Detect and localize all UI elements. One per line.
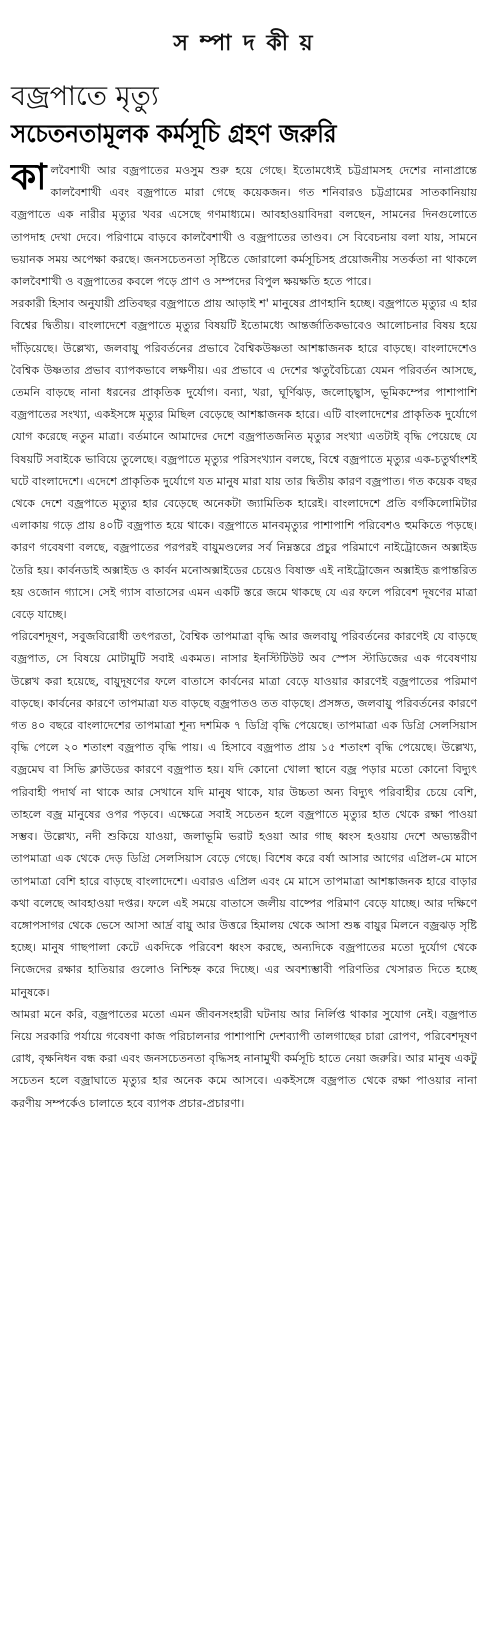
article-body [11, 157, 477, 1115]
paragraph-2: সরকারী হিসাব অনুযায়ী প্রতিবছর বজ্রপাতে প্রায় আড়াই শ' মানুষের প্রাণহানি হচ্ছে। বজ্রপাতে মৃত্যুর এ হার বিশ্বের দ্বিতীয়। বাংলাদেশে বজ্রপাতে মৃত্যুর বিষয়টি ইতোমধ্যে আন্তর্জাতিকভাবেও আলোচনার বিষয় হয়ে দাঁড়িয়েছে। উল্লেখ্য, জলবায়ু পরিবর্তনের প্রভাবে বৈশ্বিকউষ্ণতা আশঙ্কাজনক হারে বাড়ছে। বাংলাদেশেও বৈশ্বিক উষ্ণতার প্রভাব ব্যাপকভাবে লক্ষণীয়। এর প্রভাবে এ দেশের ঋতুবৈচিত্র্যে যেমন পরিবর্তন আসছে, তেমনি বাড়ছে নানা ধরনের প্রাকৃতিক দুর্যোগ। বন্যা, খরা, ঘূর্ণিঝড়, জলোচ্ছ্বাস, ভূমিকম্পের পাশাপাশি বজ্রপাতের সংখ্যা, একইসঙ্গে মৃত্যুর মিছিল বেড়েছে আশঙ্কাজনক হারে। এটি বাংলাদেশের প্রাকৃতিক দুর্যোগে যোগ করেছে নতুন মাত্রা। বর্তমানে আমাদের দেশে বজ্রপাতজনিত মৃত্যুর সংখ্যা এতটাই বৃদ্ধি পেয়েছে যে বিষয়টি সবাইকে ভাবিয়ে তুলেছে। বজ্রপাতে মৃত্যুর পরিসংখ্যান বলছে, বিশ্বে বজ্রপাতে মৃত্যুর এক-চতুর্থাংশই ঘটে বাংলাদেশে। এদেশে প্রাকৃতিক দুর্যোগে যত মানুষ মারা যায় তার দ্বিতীয় কারণ বজ্রপাত। গত কয়েক বছর থেকে দেশে বজ্রপাতে মৃত্যুর হার বেড়েছে অনেকটা জ্যামিতিক হারেই। বাংলাদেশে প্রতি বর্গকিলোমিটার এলাকায় গড়ে প্রায় ৪০টি বজ্রপাত হয়ে থাকে। বজ্রপাতে মানবমৃত্যুর পাশাপাশি পরিবেশও হুমকিতে পড়ছে। কারণ গবেষণা বলছে, বজ্রপাতের পরপরই বায়ুমণ্ডলের সর্ব নিম্নস্তরে প্রচুর পরিমাণে নাইট্রোজেন অক্সাইড তৈরি হয়। কার্বনডাই অক্সাইড ও কার্বন মনোঅক্সাইডের চেয়েও বিষাক্ত এই নাইট্রোজেন অক্সাইড রূপান্তরিত হয় ওজোন গ্যাসে। সেই গ্যাস বাতাসের এমন একটি স্তরে জমে থাকছে যে এর ফলে পরিবেশ দূষণের মাত্রা বেড়ে যাচ্ছে। [11, 297, 477, 622]
headline-kicker: বজ্রপাতে মৃত্যু [11, 81, 159, 112]
paragraph-4: আমরা মনে করি, বজ্রপাতের মতো এমন জীবনসংহারী ঘটনায় আর নির্লিপ্ত থাকার সুযোগ নেই। বজ্রপাত নিয়ে সরকারি পর্যায়ে গবেষণা কাজ পরিচালনার পাশাপাশি দেশব্যাপী তালগাছের চারা রোপণ, পরিবেশদূষণ রোধ, বৃক্ষনিধন বন্ধ করা এবং জনসচেতনতা বৃদ্ধিসহ নানামুখী কর্মসূচি হাতে নেয়া জরুরি। আর মানুষ একটু সচেতন হলে বজ্রাঘাতে মৃত্যুর হার অনেক কমে আসবে। একইসঙ্গে বজ্রপাত থেকে রক্ষা পাওয়ার নানা করণীয় সম্পর্কেও চালাতে হবে ব্যাপক প্রচার-প্রচারণা। [11, 1007, 477, 1110]
paragraph-1-text: লবৈশাখী আর বজ্রপাতের মওসুম শুরু হয়ে গেছে। ইতোমধ্যেই চট্টগ্রামসহ দেশের নানাপ্রান্তে কালবৈশাখী এবং বজ্রপাতে মারা গেছে কয়েকজন। গত শনিবারও চট্টগ্রামের সাতকানিয়ায় বজ্রপাতে এক নারীর মৃত্যুর খবর এসেছে গণমাধ্যমে। আবহাওয়াবিদরা বলছেন, সামনের দিনগুলোতে তাপদাহ দেখা দেবে। পরিণামে বাড়বে কালবৈশাখী ও বজ্রপাতের তাণ্ডব। সে বিবেচনায় বলা যায়, সামনে ভয়ানক সময় অপেক্ষা করছে। জনসচেতনতা সৃষ্টিতে জোরালো কর্মসূচিসহ প্রয়োজনীয় সতর্কতা না থাকলে কালবৈশাখী ও বজ্রপাতের কবলে পড়ে প্রাণ ও সম্পদের বিপুল ক্ষয়ক্ষতি হতে পারে। [11, 164, 477, 289]
paragraph-1 [11, 157, 477, 293]
headline-main: সচেতনতামূলক কর্মসূচি গ্রহণ জরুরি [11, 119, 337, 148]
section-header [11, 0, 477, 80]
paragraph-3: পরিবেশদূষণ, সবুজবিরোধী তৎপরতা, বৈশ্বিক তাপমাত্রা বৃদ্ধি আর জলবায়ু পরিবর্তনের কারণেই যে বাড়ছে বজ্রপাত, সে বিষয়ে মোটামুটি সবাই একমত। নাসার ইনস্টিটিউট অব স্পেস স্টাডিজের এক গবেষণায় উল্লেখ করা হয়েছে, বায়ুদূষণের ফলে বাতাসে কার্বনের মাত্রা বেড়ে যাওয়ার কারণেই বজ্রপাতের পরিমাণ বাড়ছে। কার্বনের কারণে তাপমাত্রা যত বাড়ছে বজ্রপাতও তত বাড়ছে। প্রসঙ্গত, জলবায়ু পরিবর্তনের কারণে গত ৪০ বছরে বাংলাদেশের তাপমাত্রা শূন্য দশমিক ৭ ডিগ্রি বৃদ্ধি পেয়েছে। তাপমাত্রা এক ডিগ্রি সেলসিয়াস বৃদ্ধি পেলে ২০ শতাংশ বজ্রপাত বৃদ্ধি পায়। এ হিসাবে বজ্রপাত প্রায় ১৫ শতাংশ বৃদ্ধি পেয়েছে। উল্লেখ্য, বজ্রমেঘ বা সিভি ক্লাউডের কারণে বজ্রপাত হয়। যদি কোনো খোলা স্থানে বজ্র পড়ার মতো কোনো বিদ্যুৎ পরিবাহী পদার্থ না থাকে আর সেখানে যদি মানুষ থাকে, যার উচ্চতা অন্য বিদ্যুৎ পরিবাহীর চেয়ে বেশি, তাহলে বজ্র মানুষের ওপর পড়বে। এক্ষেত্রে সবাই সচেতন হলে বজ্রপাতে মৃত্যুর হাত থেকে রক্ষা পাওয়া সম্ভব। উল্লেখ্য, নদী শুকিয়ে যাওয়া, জলাভূমি ভরাট হওয়া আর গাছ ধ্বংস হওয়ায় দেশে অভ্যন্তরীণ তাপমাত্রা এক থেকে দেড় ডিগ্রি সেলসিয়াস বেড়ে গেছে। বিশেষ করে বর্ষা আসার আগের এপ্রিল-মে মাসে তাপমাত্রা বেশি হারে বাড়ছে বাংলাদেশে। এবারও এপ্রিল এবং মে মাসে তাপমাত্রা আশঙ্কাজনক হারে বাড়ার কথা বলেছে আবহাওয়া দপ্তর। ফলে এই সময়ে বাতাসে জলীয় বাষ্পের পরিমাণ বেড়ে যাচ্ছে। আর দক্ষিণে বঙ্গোপসাগর থেকে ভেসে আসা আর্দ্র বায়ু আর উত্তরে হিমালয় থেকে আসা শুষ্ক বায়ুর মিলনে বজ্রঝড় সৃষ্টি হচ্ছে। মানুষ গাছপালা কেটে একদিকে পরিবেশ ধ্বংস করছে, অন্যদিকে বজ্রপাতের মতো দুর্যোগ থেকে নিজেদের রক্ষার হাতিয়ার গুলোও নিশ্চিহ্ন করে দিচ্ছে। এর অবশ্যম্ভাবী পরিণতির খেসারত দিতে হচ্ছে মানুষকে। [11, 630, 477, 999]
section-title: স ম্পা দ কী য় [173, 30, 315, 56]
dropcap: কা [11, 157, 47, 198]
